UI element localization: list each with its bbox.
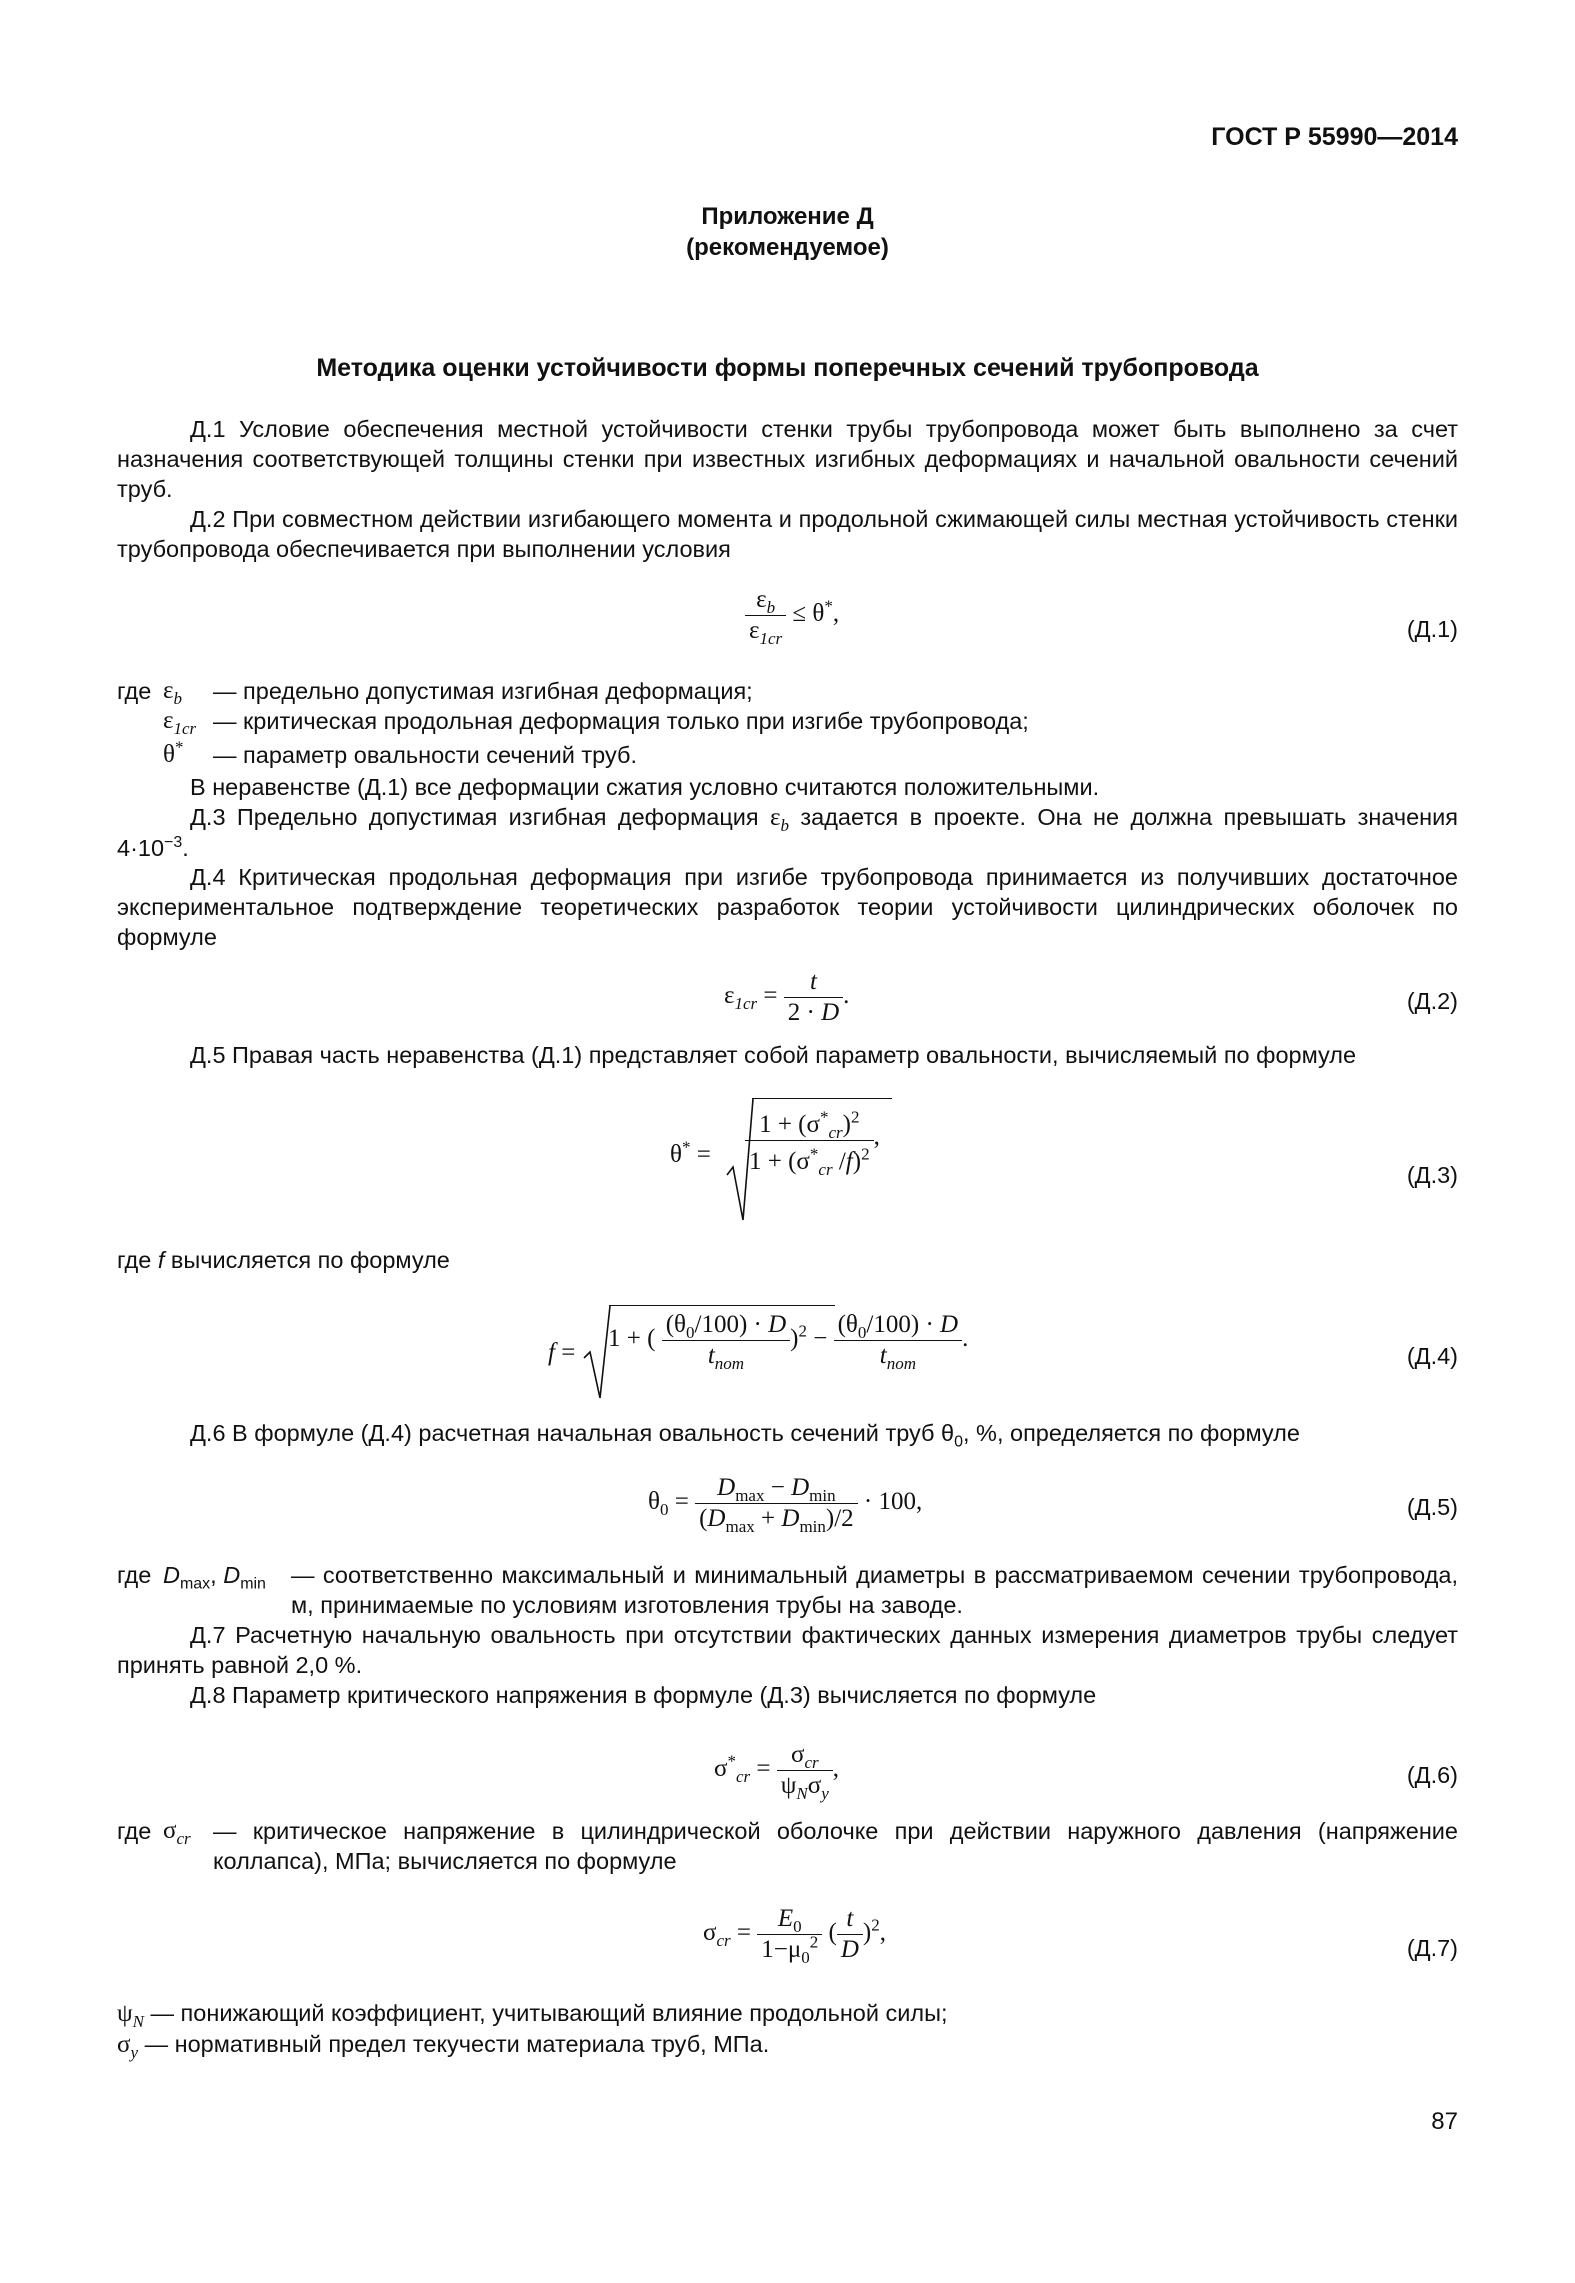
definition-prefix: где [117,1818,152,1844]
definition-symbol: $\sigma_{cr}$ [163,1817,191,1848]
definition-row [117,736,1458,774]
eq-d5-factor: · 100, [863,1488,923,1516]
paragraph-d2: Д.2 При совместном действии изгибающего момента и продольной сжимающей силы местная устойчивость стенки трубопровода обеспечивается при выполнении условия [117,506,1458,562]
definition-d5 [117,1560,1458,1620]
equation-number-d5: (Д.5) [1406,1494,1458,1520]
definitions-d1 [117,676,1458,774]
definition-row [117,1998,1458,2029]
equation-number-d6: (Д.6) [1406,1762,1458,1788]
definition-d6 [117,1816,1458,1876]
definition-symbol: $\varepsilon_b$ [163,677,182,708]
paragraph-f-where: где f вычисляется по формуле [117,1247,450,1273]
equation-number-d7: (Д.7) [1406,1935,1458,1961]
paragraph-d5: Д.5 Правая часть неравенства (Д.1) представляет собой параметр овальности, вычисляемый по формуле [190,1042,1357,1068]
symbol-epsilon-b: $\varepsilon_b$ [770,804,790,835]
definition-row [117,676,1458,706]
section-title: Методика оценки устойчивости формы поперечных сечений трубопровода [316,354,1259,382]
paragraph-d1: Д.1 Условие обеспечения местной устойчивости стенки трубы трубопровода может быть выполнено за счет назначения соответствующей толщины стенки при известных изгибных деформациях и начальной овальности сечений труб. [117,416,1458,502]
definition-text: — критическое напряжение в цилиндрической оболочке при действии наружного давления (напряжение коллапса), МПа; вычисляется по формуле [213,1818,1458,1874]
definition-text: — нормативный предел текучести материала труб, МПа. [144,2031,770,2057]
equation-number-d1: (Д.1) [1406,616,1458,642]
eq-d4-fraction-outer: $\frac{(\theta_0/100) \cdot D}{t_{nom}}$ [834,1310,962,1371]
eq-d7-fraction: $\frac{E_0}{1-\mu_0^2}$ [757,1904,822,1965]
equation-number-d4: (Д.4) [1406,1343,1458,1369]
equation-number-d2: (Д.2) [1406,988,1458,1014]
equation-d3-lhs: θ* = [670,1137,711,1168]
page-number: 87 [1431,2108,1458,2135]
paragraph-d6: Д.6 В формуле (Д.4) расчетная начальная овальность сечений труб $\theta_0$, %, определяется по формуле [190,1420,1300,1451]
definition-symbol: $\psi_N$ [117,2000,144,2031]
definition-symbol: $\varepsilon_{1cr}$ [163,707,197,738]
eq-d4-radical-bar [609,1305,835,1306]
document-code: ГОСТ Р 55990—2014 [1211,123,1458,151]
equation-d6: $\sigma^*_{cr}$ = $\frac{\sigma_{cr}}{\psi_N\sigma_y}$ , [714,1741,840,1803]
equation-d2: $\varepsilon_{1cr}$ = $\frac{t}{2 \cdot D}$ . [724,968,850,1026]
paragraph-d8: Д.8 Параметр критического напряжения в формуле (Д.3) вычисляется по формуле [190,1682,1097,1708]
appendix-status: (рекомендуемое) [686,234,889,261]
definition-prefix: где [117,1562,152,1588]
definition-text: — соответственно максимальный и минимальный диаметры в рассматриваемом сечении трубопровода, м, принимаемые по условиям изготовления трубы на заводе. [291,1562,1458,1618]
eq-d4-fraction-inner: $\frac{(\theta_0/100) \cdot D}{t_{nom}}$ [662,1310,790,1371]
definitions-end [117,1998,1458,2060]
eq-d5-fraction: $\frac{D_{max} - D_{min}}{(D_{max} + D_{min})/2}$ [695,1473,858,1534]
eq-d3-fraction: $\frac{1 + (\sigma^*_{cr})^2}{1 + (\sigma^*_{cr} /f)^2}$ [745,1100,874,1177]
equation-d7: $\sigma_{cr}$ = $\frac{E_0}{1-\mu_0^2}$ ( $\frac{t}{D}$ )$^2$, [703,1905,886,1967]
definition-prefix: где [117,678,152,704]
paragraph-d3: Д.3 Предельно допустимая изгибная деформация $\varepsilon_b$ задается в проекте. Она не должна превышать значения $4\cdot 10^{-3}$. [117,804,1459,861]
eq-d6-fraction: $\frac{\sigma_{cr}}{\psi_N\sigma_y}$ [777,1740,833,1801]
definition-text: — параметр овальности сечений труб. [213,742,637,768]
equation-d1: $\frac{\varepsilon_b}{\varepsilon_{1cr}}$ ≤ θ*, [745,585,839,646]
definition-symbol: θ* [163,737,184,768]
definition-row [117,2029,1458,2060]
eq-d1-fraction: $\frac{\varepsilon_b}{\varepsilon_{1cr}}$ [745,585,786,646]
eq-d3-radical-bar [752,1098,892,1099]
paragraph-d7: Д.7 Расчетную начальную овальность при отсутствии фактических данных измерения диаметров трубы следует принять равной 2,0 %. [117,1622,1458,1678]
paragraph-d3-end: задается в проекте. Она не должна превышать значения 4·10 [117,804,1459,861]
definition-text: — критическая продольная деформация только при изгибе трубопровода; [213,708,1029,734]
eq-d7-fraction-ratio: $\frac{t}{D}$ [837,1904,863,1965]
eq-d1-tail: , [832,600,840,628]
definition-text: — понижающий коэффициент, учитывающий влияние продольной силы; [150,2000,948,2026]
appendix-title [0,201,1575,263]
definition-symbol: $\sigma_y$ [117,2031,139,2062]
appendix-title-label: Приложение Д [701,203,874,230]
equation-d5: $\theta_0$ = $\frac{D_{max} - D_{min}}{(D_{max} + D_{min})/2}$ · 100, [648,1474,923,1536]
paragraph-d3-start: Д.3 Предельно допустимая изгибная деформация [190,804,759,830]
definition-text: — предельно допустимая изгибная деформация; [213,678,753,704]
definition-symbol: $D_{max}$, $D_{min}$ [163,1562,266,1593]
eq-d2-fraction: $\frac{t}{2 \cdot D}$ [784,967,843,1028]
definition-row [117,706,1458,736]
equation-number-d3: (Д.3) [1406,1162,1458,1188]
paragraph-note: В неравенстве (Д.1) все деформации сжатия условно считаются положительными. [190,774,1100,800]
paragraph-d3-exponent: −3 [164,834,183,852]
paragraph-d4: Д.4 Критическая продольная деформация при изгибе трубопровода принимается из получивших достаточное экспериментальное подтверждение теоретических разработок теории устойчивости цилиндрических оболочек по формуле [117,864,1458,950]
equation-d3: $\frac{1 + (\sigma^*_{cr})^2}{1 + (\sigma^*_{cr} /f)^2}$ , [745,1100,880,1177]
equation-d4: 1 + ( $\frac{(\theta_0/100) \cdot D}{t_{nom}}$ )$^2$ − $\frac{(\theta_0/100) \cdot D}{t_{nom}}$ . [608,1311,969,1373]
equation-d4-lhs: f = [548,1339,576,1366]
